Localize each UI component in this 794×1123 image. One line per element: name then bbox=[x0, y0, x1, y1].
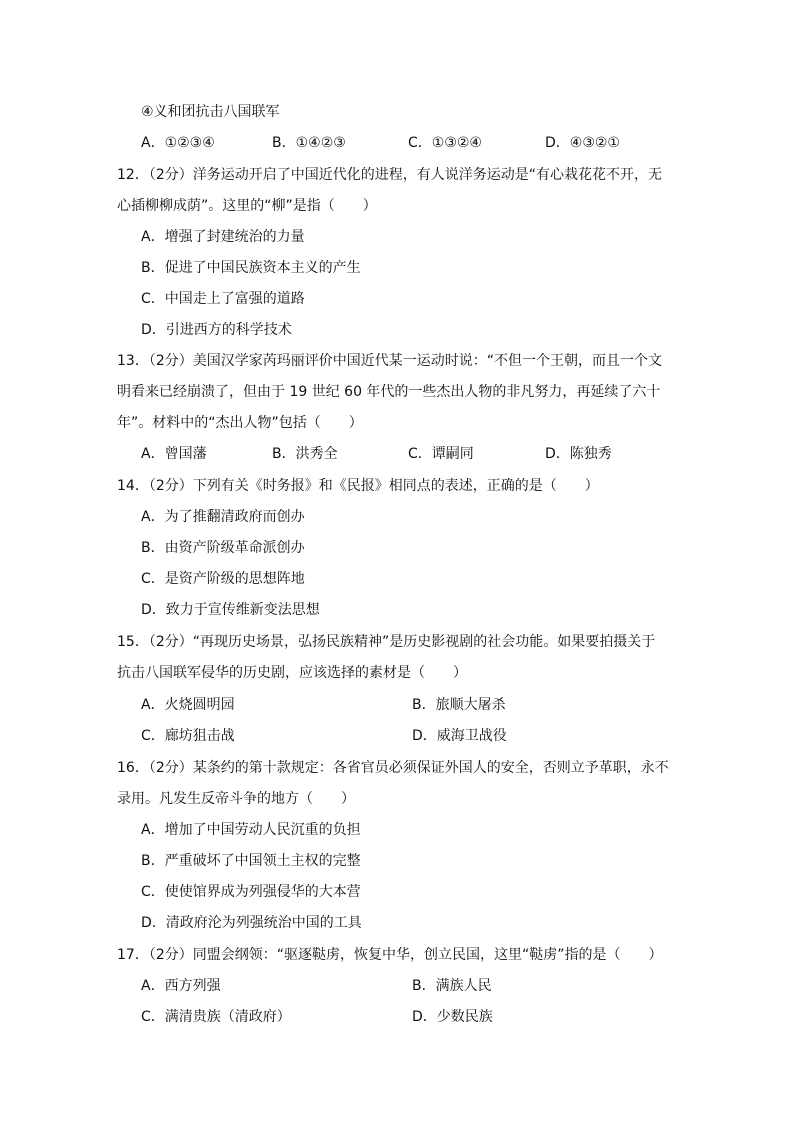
q17-option-d: D．少数民族 bbox=[412, 1009, 493, 1025]
q12-stem-line1: 12．（2分）洋务运动开启了中国近代化的进程，有人说洋务运动是“有心栽花花不开，无 bbox=[117, 167, 662, 183]
q17-option-b: B．满族人民 bbox=[412, 978, 492, 994]
q12-option-b: B．促进了中国民族资本主义的产生 bbox=[141, 260, 361, 276]
q14-option-b: B．由资产阶级革命派创办 bbox=[141, 540, 305, 556]
q13-stem-line1: 13．（2分）美国汉学家芮玛丽评价中国近代某一运动时说：“不但一个王朝，而且一个文 bbox=[117, 353, 662, 369]
q14-option-d: D．致力于宣传维新变法思想 bbox=[141, 602, 320, 618]
q14-option-c: C．是资产阶级的思想阵地 bbox=[141, 571, 305, 587]
q12-stem-line2: 心插柳柳成荫”。这里的“柳”是指（ ） bbox=[117, 198, 377, 214]
q14-option-a: A．为了推翻清政府而创办 bbox=[141, 509, 305, 525]
q15-option-a: A．火烧圆明园 bbox=[141, 697, 235, 713]
pre-option-c: C．①③②④ bbox=[408, 135, 482, 151]
q17-stem-line1: 17．（2分）同盟会纲领：“驱逐鞑虏，恢复中华，创立民国，这里“鞑虏”指的是（ ） bbox=[117, 947, 663, 963]
q15-stem-line1: 15．（2分）“再现历史场景，弘扬民族精神”是历史影视剧的社会功能。如果要拍摄关于 bbox=[117, 634, 656, 650]
q14-stem-line1: 14．（2分）下列有关《时务报》和《民报》相同点的表述，正确的是（ ） bbox=[117, 478, 599, 494]
q13-option-b: B．洪秀全 bbox=[272, 446, 338, 462]
q15-option-d: D．威海卫战役 bbox=[412, 728, 507, 744]
q13-option-c: C．谭嗣同 bbox=[408, 446, 474, 462]
q15-option-c: C．廊坊狙击战 bbox=[141, 728, 235, 744]
q13-option-a: A．曾国藩 bbox=[141, 446, 207, 462]
q15-option-b: B．旅顺大屠杀 bbox=[412, 697, 506, 713]
q16-option-b: B．严重破坏了中国领土主权的完整 bbox=[141, 853, 361, 869]
q15-stem-line2: 抗击八国联军侵华的历史剧，应该选择的素材是（ ） bbox=[117, 665, 467, 681]
q12-option-d: D．引进西方的科学技术 bbox=[141, 322, 292, 338]
pre-option-d: D．④③②① bbox=[545, 135, 620, 151]
q12-option-a: A．增强了封建统治的力量 bbox=[141, 229, 305, 245]
q13-stem-line2: 明看来已经崩溃了，但由于 19 世纪 60 年代的一些杰出人物的非凡努力，再延续了六十 bbox=[117, 384, 661, 400]
q13-stem-line3: 年”。材料中的“杰出人物”包括（ ） bbox=[117, 415, 363, 431]
q16-option-a: A．增加了中国劳动人民沉重的负担 bbox=[141, 822, 361, 838]
q17-option-c: C．满清贵族（清政府） bbox=[141, 1009, 291, 1025]
q13-option-d: D．陈独秀 bbox=[545, 446, 612, 462]
q16-option-c: C．使使馆界成为列强侵华的大本营 bbox=[141, 884, 361, 900]
q16-stem-line1: 16．（2分）某条约的第十款规定：各省官员必须保证外国人的安全，否则立予革职，永不 bbox=[117, 760, 669, 776]
q16-stem-line2: 录用。凡发生反帝斗争的地方（ ） bbox=[117, 791, 355, 807]
q12-option-c: C．中国走上了富强的道路 bbox=[141, 291, 305, 307]
q17-option-a: A．西方列强 bbox=[141, 978, 221, 994]
pre-item-4: ④义和团抗击八国联军 bbox=[141, 104, 280, 120]
pre-option-a: A．①②③④ bbox=[141, 135, 215, 151]
pre-option-b: B．①④②③ bbox=[272, 135, 346, 151]
q16-option-d: D．清政府沦为列强统治中国的工具 bbox=[141, 915, 362, 931]
